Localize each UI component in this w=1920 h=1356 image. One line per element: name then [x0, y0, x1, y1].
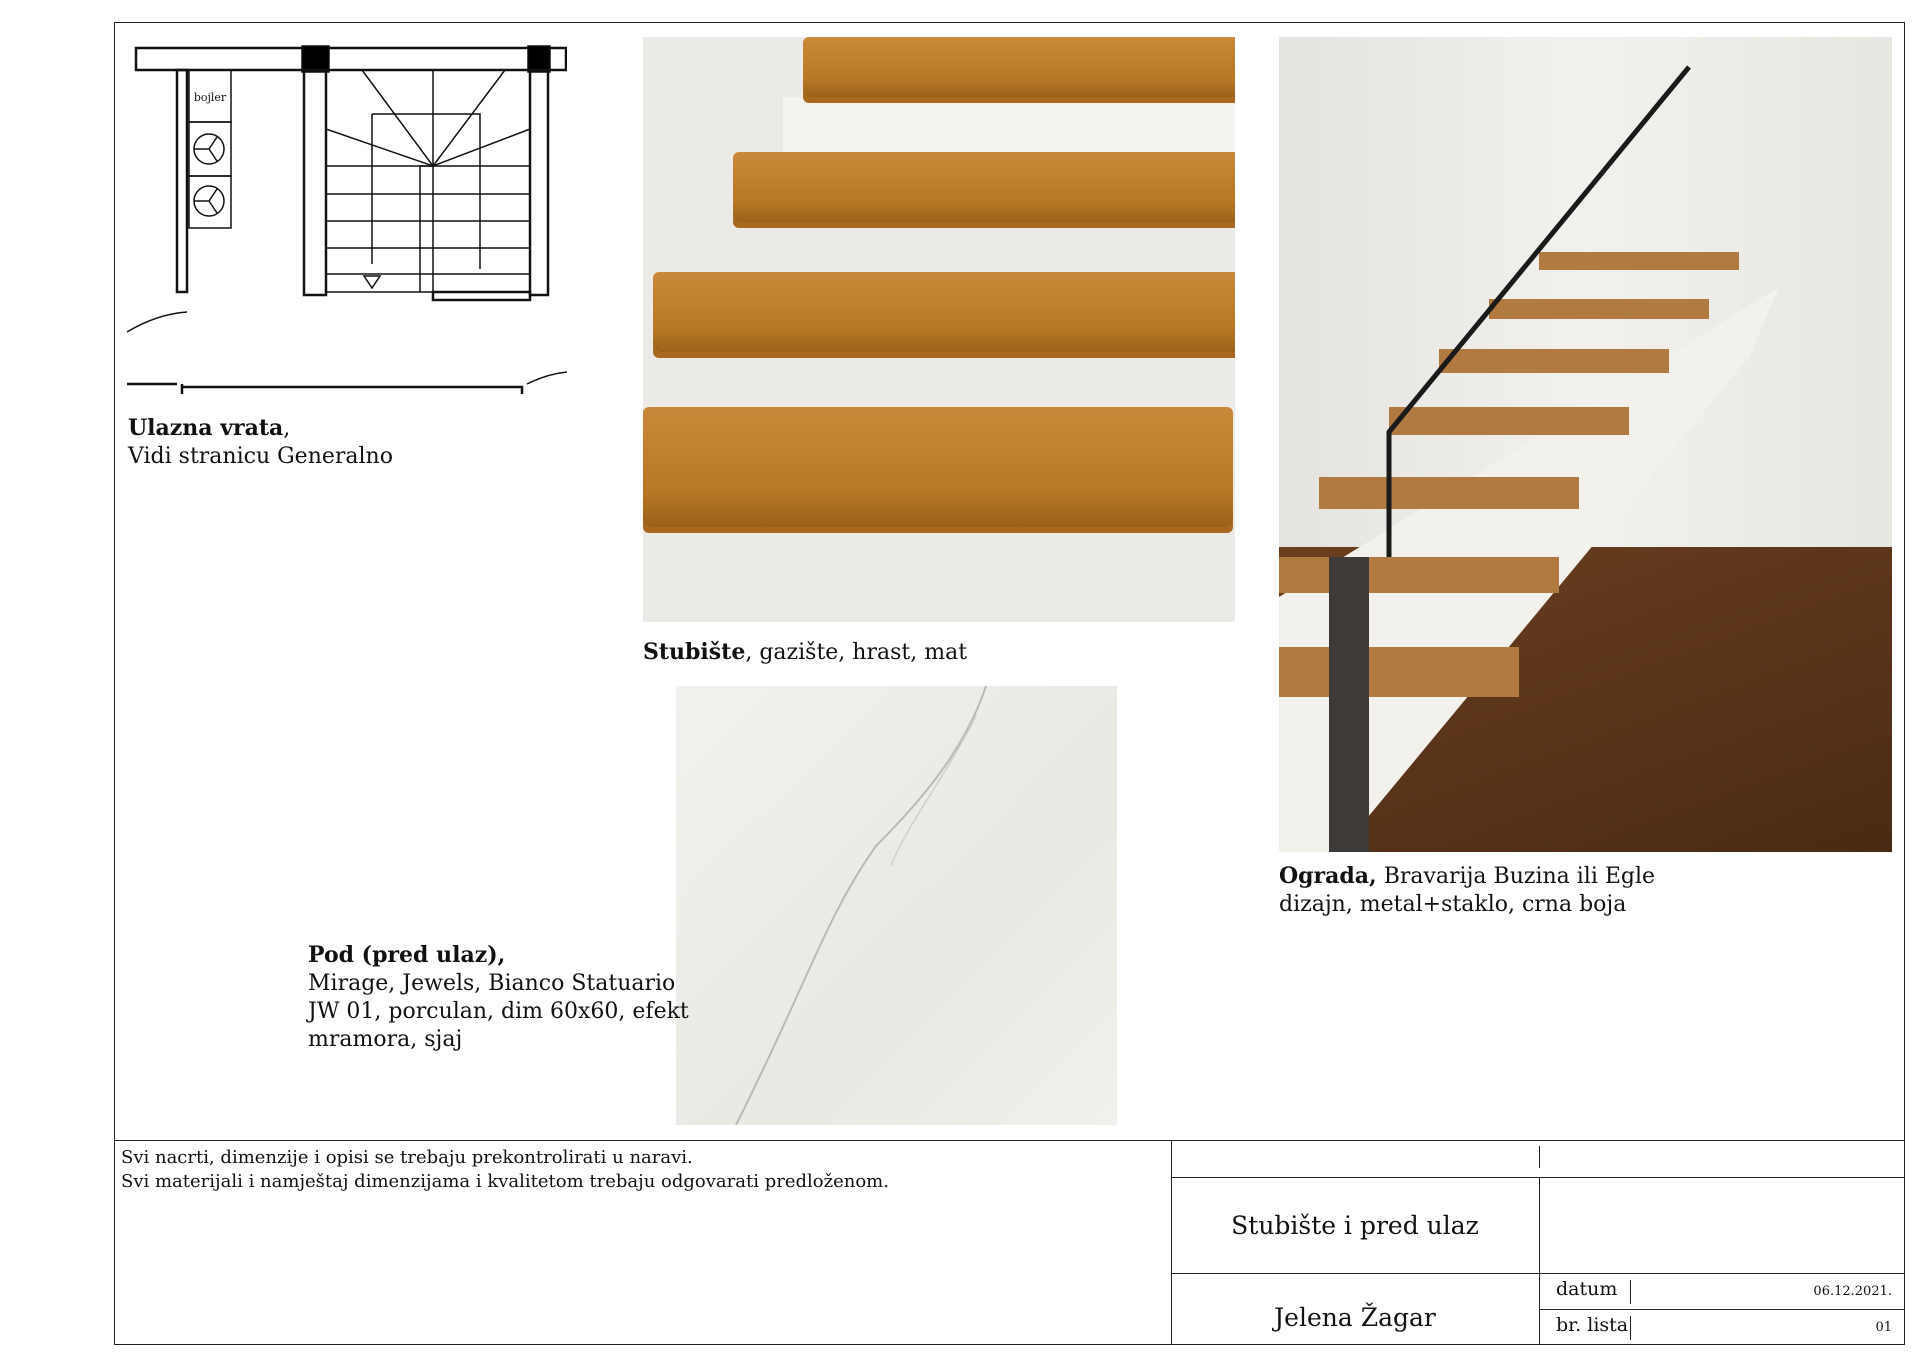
oak-stair-treads-photo: [643, 37, 1235, 622]
divider: [1539, 1146, 1540, 1168]
divider: [1630, 1316, 1631, 1340]
railing-caption-title: Ograda,: [1279, 863, 1377, 889]
stairs-caption-text: , gazište, hrast, mat: [745, 640, 968, 665]
author-name: Jelena Žagar: [1274, 1303, 1436, 1332]
note-line: Svi materijali i namještaj dimenzijama i kvalitetom trebaju odgovarati predloženom.: [121, 1171, 889, 1192]
railing-caption-text: Bravarija Buzina ili Egle: [1376, 864, 1656, 889]
date-value: 06.12.2021.: [1813, 1284, 1892, 1299]
divider: [1171, 1273, 1905, 1274]
date-label: datum: [1556, 1278, 1618, 1300]
entrance-caption-text: Vidi stranicu Generalno: [128, 444, 393, 469]
staircase-floor-plan: [127, 44, 567, 396]
divider: [1539, 1309, 1905, 1310]
railing-caption-text-2: dizajn, metal+staklo, crna boja: [1279, 892, 1627, 917]
divider: [1539, 1177, 1540, 1345]
entrance-caption-title: Ulazna vrata: [128, 415, 284, 441]
divider: [1630, 1280, 1631, 1304]
sheet-number-value: 01: [1875, 1320, 1892, 1335]
sheet-title: Stubište i pred ulaz: [1231, 1210, 1479, 1240]
marble-tile-photo: [676, 686, 1117, 1125]
stairs-caption: [643, 638, 967, 667]
sheet-number-label: br. lista: [1556, 1314, 1629, 1336]
stairs-caption-title: Stubište: [643, 639, 746, 665]
railing-caption: [1279, 862, 1655, 919]
entrance-caption-suffix: ,: [283, 416, 291, 441]
marble-vein: [676, 686, 1117, 1125]
general-notes: [121, 1146, 889, 1194]
glass-railing-staircase-photo: [1279, 37, 1892, 852]
floor-caption-title: Pod (pred ulaz),: [308, 942, 506, 968]
floor-caption-line: Mirage, Jewels, Bianco Statuario: [308, 971, 676, 996]
title-block-top-border: [114, 1140, 1905, 1141]
floor-caption-line: JW 01, porculan, dim 60x60, efekt: [308, 999, 689, 1024]
floor-caption: [308, 941, 689, 1054]
floor-caption-line: mramora, sjaj: [308, 1027, 463, 1052]
entrance-caption: [128, 414, 393, 471]
note-line: Svi nacrti, dimenzije i opisi se trebaju prekontrolirati u naravi.: [121, 1147, 693, 1168]
bojler-label: bojler: [193, 91, 227, 104]
